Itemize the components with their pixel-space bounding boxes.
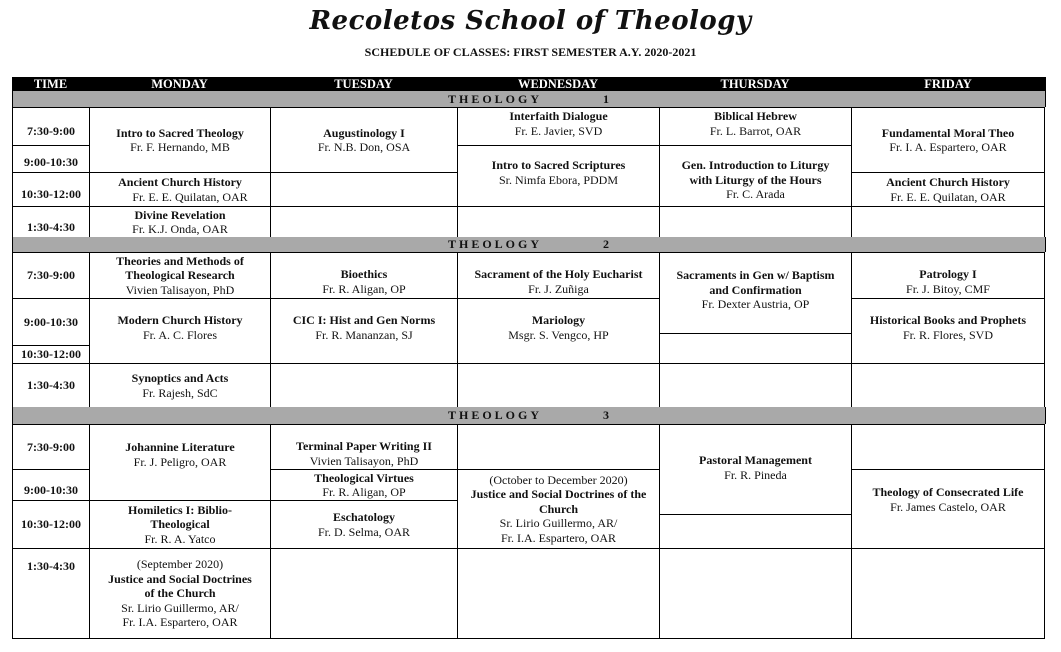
time-slot: 1:30-4:30 [12, 206, 90, 238]
time-slot: 7:30-9:00 [12, 252, 90, 299]
section-number: 3 [603, 408, 612, 422]
header-friday: FRIDAY [924, 77, 972, 91]
class-cell [457, 469, 660, 549]
teacher-name-line1: Sr. Lirio Guillermo, AR/ [499, 516, 618, 531]
teacher-name-line2: Fr. I.A. Espartero, OAR [501, 530, 616, 545]
class-cell [270, 469, 458, 501]
teacher-name: Vivien Talisayon, PhD [125, 282, 235, 297]
teacher-name: Fr. J. Zuñiga [528, 281, 589, 296]
course-name: Eschatology [332, 510, 395, 524]
course-name-line1: Theories and Methods of [116, 253, 244, 268]
teacher-name: Vivien Talisayon, PhD [309, 453, 419, 468]
class-cell [270, 500, 458, 549]
teacher-name: Fr. R. Aligan, OP [322, 485, 406, 499]
empty-cell [659, 514, 852, 549]
course-name: Fundamental Moral Theo [881, 125, 1015, 140]
empty-cell [270, 548, 458, 639]
teacher-name: Fr. E. E. Quilatan, OAR [890, 189, 1006, 204]
course-name: Divine Revelation [134, 207, 226, 222]
empty-cell [851, 424, 1045, 470]
class-cell [89, 363, 271, 408]
header-time: TIME [33, 77, 68, 91]
class-cell [851, 469, 1045, 549]
teacher-name: Fr. F. Hernando, MB [130, 140, 230, 154]
empty-cell [851, 548, 1045, 639]
course-name-line1: Homiletics I: Biblio- [128, 502, 232, 517]
course-name: Ancient Church History [118, 175, 242, 189]
school-title: Recoletos School of Theology [309, 6, 752, 36]
empty-cell [270, 172, 458, 207]
schedule-subtitle: SCHEDULE OF CLASSES: FIRST SEMESTER A.Y. 2020-2021 [364, 45, 697, 59]
course-name: Intro to Sacred Scriptures [491, 158, 626, 172]
class-cell [270, 107, 458, 173]
course-name: Bioethics [340, 267, 388, 281]
class-cell [89, 500, 271, 549]
section-label: THEOLOGY [448, 92, 543, 106]
time-slot: 9:00-10:30 [12, 298, 90, 346]
class-cell [89, 298, 271, 364]
course-name: Theological Virtues [314, 470, 414, 485]
course-name-line1: Gen. Introduction to Liturgy [681, 158, 830, 172]
teacher-name: Fr. R. Flores, SVD [902, 327, 994, 342]
empty-cell [270, 206, 458, 238]
date-note: (October to December 2020) [489, 472, 628, 487]
teacher-name: Fr. J. Bitoy, CMF [906, 281, 990, 296]
course-name-line2: Theological Research [125, 268, 235, 283]
class-cell [457, 252, 660, 299]
section-label: THEOLOGY [448, 408, 543, 422]
section-label: THEOLOGY [448, 237, 543, 251]
teacher-name: Fr. A. C. Flores [142, 327, 217, 342]
course-name: Theology of Consecrated Life [872, 485, 1024, 499]
teacher-name: Fr. R. Pineda [724, 467, 787, 482]
course-name-line2: Church [538, 501, 579, 516]
teacher-name: Fr. R. Mananzan, SJ [315, 327, 413, 342]
course-name: Modern Church History [117, 313, 243, 327]
empty-cell [457, 363, 660, 408]
header-thursday: THURSDAY [720, 77, 790, 91]
time-slot: 1:30-4:30 [12, 548, 90, 639]
teacher-name: Sr. Nimfa Ebora, PDDM [499, 172, 618, 187]
class-cell [851, 107, 1045, 173]
empty-cell [851, 363, 1045, 408]
teacher-name: Fr. C. Arada [726, 187, 785, 201]
class-cell [659, 107, 852, 146]
class-cell [851, 252, 1045, 299]
course-name: Interfaith Dialogue [509, 109, 608, 123]
teacher-name: Fr. E. Javier, SVD [514, 123, 603, 138]
empty-cell [457, 206, 660, 238]
class-cell [457, 298, 660, 364]
course-name: Terminal Paper Writing II [296, 439, 432, 453]
course-name: Johannine Literature [125, 440, 235, 454]
teacher-name: Fr. L. Barrot, OAR [709, 123, 802, 138]
teacher-name: Fr. I. A. Espartero, OAR [889, 140, 1007, 154]
header-monday: MONDAY [151, 77, 208, 91]
course-name: Intro to Sacred Theology [116, 125, 244, 140]
class-cell [89, 206, 271, 238]
teacher-name: Fr. D. Selma, OAR [317, 524, 410, 539]
class-cell [457, 107, 660, 146]
class-cell [89, 548, 271, 639]
teacher-name: Msgr. S. Vengco, HP [508, 327, 609, 342]
teacher-name: Fr. James Castelo, OAR [890, 499, 1006, 514]
course-name-line2: and Confirmation [709, 282, 802, 297]
class-cell [89, 424, 271, 501]
empty-cell [659, 363, 852, 408]
course-name: Synoptics and Acts [131, 371, 229, 385]
empty-cell [270, 363, 458, 408]
course-name: Mariology [531, 313, 586, 327]
course-name-line1: Justice and Social Doctrines of the [470, 487, 647, 502]
class-cell [659, 424, 852, 515]
teacher-name: Fr. J. Peligro, OAR [133, 454, 227, 469]
course-name: Patrology I [919, 267, 977, 281]
course-name-line1: Sacraments in Gen w/ Baptism [676, 268, 835, 282]
empty-cell [457, 424, 660, 470]
section-number: 1 [603, 92, 612, 106]
time-slot: 10:30-12:00 [12, 500, 90, 549]
class-cell [851, 172, 1045, 207]
time-slot: 1:30-4:30 [12, 363, 90, 408]
section-band-theology-2 [12, 237, 1046, 252]
class-cell [89, 107, 271, 173]
empty-cell [659, 333, 852, 364]
course-name: Biblical Hebrew [714, 109, 797, 123]
class-cell [89, 172, 271, 207]
teacher-name: Fr. R. Aligan, OP [322, 281, 406, 296]
empty-cell [659, 206, 852, 238]
time-slot: 10:30-12:00 [12, 172, 90, 207]
course-name: Historical Books and Prophets [869, 313, 1027, 327]
class-cell [270, 298, 458, 364]
course-name-line2: of the Church [144, 586, 216, 600]
course-name: Sacrament of the Holy Eucharist [474, 267, 643, 281]
class-cell [89, 252, 271, 299]
time-slot: 9:00-10:30 [12, 469, 90, 501]
course-name: CIC I: Hist and Gen Norms [292, 313, 436, 327]
teacher-name: Fr. Rajesh, SdC [142, 385, 218, 400]
time-slot: 10:30-12:00 [12, 345, 90, 364]
section-number: 2 [603, 237, 612, 251]
course-name: Pastoral Management [699, 453, 812, 467]
time-slot: 7:30-9:00 [12, 424, 90, 470]
course-name-line1: Justice and Social Doctrines [108, 571, 252, 586]
class-cell [851, 298, 1045, 364]
course-name: Ancient Church History [886, 175, 1010, 189]
teacher-name: Fr. K.J. Onda, OAR [132, 222, 228, 236]
teacher-name: Fr. R. A. Yatco [144, 531, 216, 546]
empty-cell [851, 206, 1045, 238]
time-slot: 9:00-10:30 [12, 145, 90, 173]
empty-cell [457, 548, 660, 639]
class-cell [270, 424, 458, 470]
teacher-name: Fr. Dexter Austria, OP [701, 297, 810, 311]
empty-cell [659, 548, 852, 639]
class-cell [659, 252, 852, 334]
class-cell [659, 145, 852, 207]
header-wednesday: WEDNESDAY [517, 77, 599, 91]
course-name-line2: Theological [150, 517, 210, 532]
class-cell [270, 252, 458, 299]
course-name-line2: with Liturgy of the Hours [689, 172, 822, 187]
date-note: (September 2020) [136, 557, 224, 571]
course-name: Augustinology I [323, 125, 405, 140]
teacher-name: Fr. N.B. Don, OSA [317, 140, 411, 154]
teacher-name-line1: Sr. Lirio Guillermo, AR/ [121, 600, 239, 615]
section-band-theology-3 [12, 407, 1046, 424]
section-band-theology-1 [12, 91, 1046, 107]
teacher-name: Fr. E. E. Quilatan, OAR [132, 189, 248, 204]
header-tuesday: TUESDAY [334, 77, 393, 91]
time-slot: 7:30-9:00 [12, 107, 90, 146]
teacher-name-line2: Fr. I.A. Espartero, OAR [122, 615, 238, 629]
class-cell [457, 145, 660, 207]
